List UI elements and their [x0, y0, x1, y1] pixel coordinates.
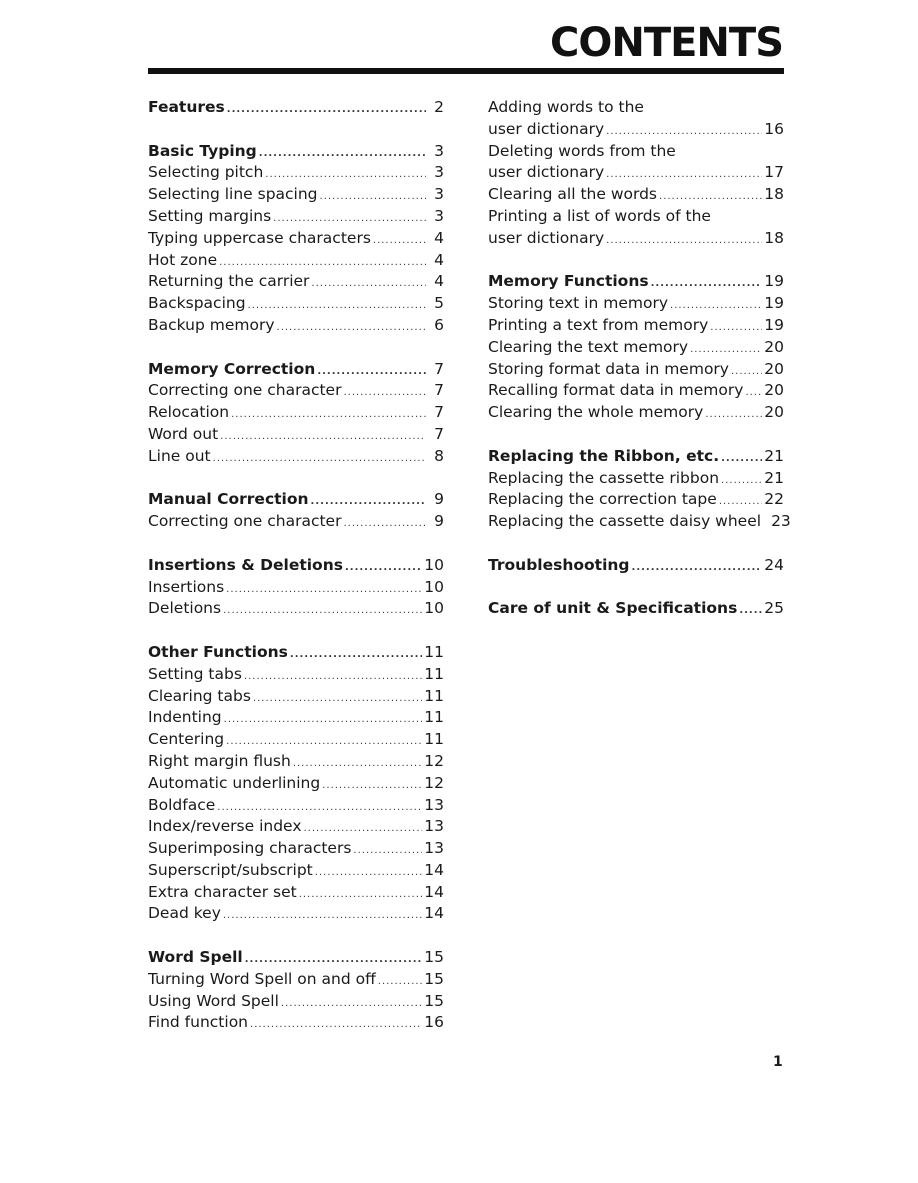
toc-section-heading — [148, 97, 444, 119]
toc-entry — [148, 686, 444, 708]
section-gap — [488, 424, 784, 446]
toc-entry-label: Manual Correction — [148, 490, 309, 509]
toc-entry-label: Indenting — [148, 708, 222, 727]
dot-leader — [226, 579, 422, 601]
dot-leader — [250, 1014, 422, 1036]
dot-leader — [253, 688, 422, 710]
dot-leader — [231, 404, 426, 426]
toc-entry-label: Clearing the text memory — [488, 337, 689, 356]
toc-entry-label: Superimposing characters — [148, 839, 352, 858]
toc-entry-label: Dead key — [148, 904, 221, 923]
toc-entry — [488, 228, 784, 250]
dot-leader — [739, 600, 762, 622]
toc-entry-page: 19 — [764, 315, 784, 334]
toc-entry-page: 18 — [764, 228, 784, 247]
toc-section-heading — [148, 489, 444, 511]
toc-entry-page: 16 — [424, 1013, 444, 1032]
dot-leader — [299, 884, 423, 906]
dot-leader — [273, 208, 426, 230]
toc-entry-label: user dictionary — [488, 228, 605, 247]
toc-entry-page: 14 — [424, 882, 444, 901]
toc-entry-label: Find function — [148, 1013, 249, 1032]
toc-entry-label: Automatic underlining — [148, 773, 321, 792]
toc-entry — [148, 882, 444, 904]
contents-left-column — [148, 97, 444, 1034]
dot-leader — [745, 382, 762, 404]
toc-entry-label: Correcting one character — [148, 381, 342, 400]
toc-entry-page: 21 — [764, 446, 784, 465]
toc-entry-page: 3 — [434, 185, 444, 204]
section-gap — [488, 577, 784, 599]
dot-leader — [378, 971, 423, 993]
dot-leader — [227, 99, 426, 121]
toc-entry-page: 4 — [434, 272, 444, 291]
toc-entry-page: 17 — [764, 163, 784, 182]
toc-entry-label: Replacing the Ribbon, etc. — [488, 446, 720, 465]
toc-entry-page: 14 — [424, 860, 444, 879]
toc-entry-page: 3 — [434, 141, 444, 160]
dot-leader — [721, 470, 762, 492]
toc-entry — [488, 359, 784, 381]
toc-entry — [148, 424, 444, 446]
toc-entry — [488, 162, 784, 184]
dot-leader — [606, 121, 762, 143]
toc-entry — [148, 598, 444, 620]
toc-entry — [488, 315, 784, 337]
toc-entry-label: Replacing the cassette daisy wheel — [488, 512, 762, 531]
toc-entry-page: 11 — [424, 708, 444, 727]
toc-entry-label: Using Word Spell — [148, 991, 279, 1010]
toc-entry-label: Returning the carrier — [148, 272, 310, 291]
toc-section-heading — [148, 555, 444, 577]
toc-entry — [148, 773, 444, 795]
dot-leader — [245, 949, 423, 971]
dot-leader — [224, 709, 423, 731]
toc-entry — [148, 402, 444, 424]
toc-entry — [148, 250, 444, 272]
title-rule — [148, 68, 784, 74]
toc-entry-page: 12 — [424, 773, 444, 792]
toc-entry-label: Setting margins — [148, 206, 272, 225]
dot-leader — [606, 164, 762, 186]
toc-entry-page: 7 — [434, 424, 444, 443]
toc-entry — [488, 293, 784, 315]
toc-entry-page: 20 — [764, 337, 784, 356]
dot-leader — [265, 164, 426, 186]
dot-leader — [320, 186, 426, 208]
toc-entry-label: Correcting one character — [148, 512, 342, 531]
toc-entry-label: Backspacing — [148, 294, 246, 313]
toc-entry-label: Basic Typing — [148, 141, 257, 160]
dot-leader — [659, 186, 762, 208]
dot-leader — [690, 339, 762, 361]
toc-entry-page: 11 — [424, 664, 444, 683]
dot-leader — [632, 557, 763, 579]
toc-entry — [148, 1012, 444, 1034]
toc-entry-page: 14 — [424, 904, 444, 923]
dot-leader — [651, 273, 763, 295]
toc-entry-page: 20 — [764, 403, 784, 422]
toc-entry-label: Centering — [148, 730, 225, 749]
toc-section-heading — [148, 141, 444, 163]
toc-entry — [148, 664, 444, 686]
toc-entry — [148, 991, 444, 1013]
toc-entry-label: Memory Functions — [488, 272, 649, 291]
toc-entry-page: 7 — [434, 403, 444, 422]
toc-entry-label: Turning Word Spell on and off — [148, 969, 376, 988]
toc-entry — [148, 380, 444, 402]
toc-entry-page: 19 — [764, 272, 784, 291]
toc-entry — [148, 816, 444, 838]
dot-leader — [317, 361, 426, 383]
toc-entry-page: 13 — [424, 839, 444, 858]
toc-entry-page: 5 — [434, 294, 444, 313]
dot-leader — [343, 382, 426, 404]
toc-entry-page: 11 — [424, 730, 444, 749]
section-gap — [488, 533, 784, 555]
toc-entry — [148, 228, 444, 250]
dot-leader — [304, 818, 423, 840]
dot-leader — [606, 230, 762, 252]
toc-entry-label: Word out — [148, 424, 219, 443]
toc-entry-label: Other Functions — [148, 642, 288, 661]
toc-entry-page: 3 — [434, 206, 444, 225]
dot-leader — [219, 252, 426, 274]
toc-entry-page: 15 — [424, 969, 444, 988]
toc-entry-label: user dictionary — [488, 163, 605, 182]
toc-entry — [148, 293, 444, 315]
toc-entry-page: 10 — [424, 599, 444, 618]
toc-entry-page: 13 — [424, 795, 444, 814]
toc-entry-label: Line out — [148, 446, 211, 465]
dot-leader — [244, 666, 422, 688]
toc-entry-label: Deletions — [148, 599, 222, 618]
toc-entry — [148, 707, 444, 729]
toc-entry-page: 22 — [764, 490, 784, 509]
dot-leader — [353, 840, 422, 862]
toc-entry-label: Clearing the whole memory — [488, 403, 704, 422]
dot-leader — [373, 230, 426, 252]
section-gap — [148, 468, 444, 490]
toc-entry-page: 9 — [434, 512, 444, 531]
toc-entry-label: Replacing the cassette ribbon — [488, 468, 720, 487]
dot-leader — [223, 600, 422, 622]
toc-entry-label: Troubleshooting — [488, 555, 630, 574]
toc-entry — [488, 141, 784, 163]
section-gap — [148, 533, 444, 555]
toc-entry-label: Clearing all the words — [488, 185, 658, 204]
dot-leader — [290, 644, 422, 666]
toc-section-heading — [488, 446, 784, 468]
toc-entry-page: 8 — [434, 446, 444, 465]
toc-entry-page: 19 — [764, 294, 784, 313]
toc-entry-page: 10 — [424, 577, 444, 596]
toc-entry-label: Insertions & Deletions — [148, 555, 343, 574]
toc-entry — [488, 337, 784, 359]
toc-entry-label: Storing format data in memory — [488, 359, 729, 378]
toc-entry-label: Features — [148, 98, 225, 116]
dot-leader — [311, 273, 426, 295]
dot-leader — [226, 731, 422, 753]
toc-entry — [148, 577, 444, 599]
toc-entry-label: Right margin flush — [148, 751, 291, 770]
dot-leader — [315, 862, 423, 884]
toc-entry — [148, 184, 444, 206]
toc-entry-page: 15 — [424, 991, 444, 1010]
toc-entry-label: Selecting line spacing — [148, 185, 318, 204]
toc-entry — [488, 468, 784, 490]
page-title: CONTENTS — [549, 20, 783, 66]
page-number: 1 — [773, 1054, 783, 1070]
toc-entry-page: 6 — [434, 315, 444, 334]
toc-entry-label: Selecting pitch — [148, 163, 264, 182]
dot-leader — [277, 317, 426, 339]
dot-leader — [293, 753, 422, 775]
toc-entry — [488, 206, 784, 228]
dot-leader — [343, 513, 426, 535]
toc-entry-label: Deleting words from the — [488, 141, 676, 160]
dot-leader — [223, 905, 422, 927]
toc-entry — [148, 751, 444, 773]
toc-entry-label: Printing a list of words of the — [488, 206, 711, 225]
dot-leader — [710, 317, 762, 339]
toc-entry-label: Replacing the correction tape — [488, 490, 717, 509]
section-gap — [148, 337, 444, 359]
dot-leader — [259, 143, 426, 165]
toc-entry — [488, 380, 784, 402]
toc-entry-page: 20 — [764, 359, 784, 378]
contents-right-column — [488, 97, 791, 620]
toc-entry-label: Recalling format data in memory — [488, 381, 744, 400]
toc-entry — [148, 511, 444, 533]
toc-entry-label: Index/reverse index — [148, 817, 302, 836]
toc-entry-label: Insertions — [148, 577, 225, 596]
toc-entry-page: 11 — [424, 642, 444, 661]
toc-entry — [148, 206, 444, 228]
section-gap — [148, 620, 444, 642]
toc-entry — [148, 903, 444, 925]
toc-entry-label: Storing text in memory — [488, 294, 669, 313]
dot-leader — [281, 993, 422, 1015]
toc-entry-page: 9 — [434, 490, 444, 509]
toc-entry — [488, 402, 784, 424]
toc-section-heading — [488, 271, 784, 293]
toc-entry-page: 24 — [764, 555, 784, 574]
dot-leader — [213, 448, 426, 470]
toc-entry — [148, 315, 444, 337]
toc-entry — [148, 860, 444, 882]
toc-entry-page: 10 — [424, 555, 444, 574]
toc-entry-label: Clearing tabs — [148, 686, 251, 705]
toc-entry-page: 20 — [764, 381, 784, 400]
toc-entry — [148, 795, 444, 817]
dot-leader — [705, 404, 762, 426]
toc-entry-page: 21 — [764, 468, 784, 487]
dot-leader — [670, 295, 762, 317]
toc-entry — [488, 184, 784, 206]
toc-entry-label: Extra character set — [148, 882, 297, 901]
dot-leader — [311, 491, 426, 513]
toc-section-heading — [148, 359, 444, 381]
toc-section-heading — [488, 598, 784, 620]
toc-entry-page: 23 — [771, 512, 791, 531]
toc-entry — [148, 729, 444, 751]
toc-entry — [148, 969, 444, 991]
toc-entry-page: 4 — [434, 250, 444, 269]
toc-entry-label: Superscript/subscript — [148, 860, 313, 879]
dot-leader — [322, 775, 422, 797]
toc-entry-page: 15 — [424, 948, 444, 967]
dot-leader — [220, 426, 426, 448]
toc-entry — [488, 97, 784, 119]
toc-entry-label: Backup memory — [148, 315, 275, 334]
toc-entry — [148, 838, 444, 860]
dot-leader — [248, 295, 426, 317]
toc-entry-page: 12 — [424, 751, 444, 770]
toc-entry-label: Hot zone — [148, 250, 218, 269]
toc-entry — [148, 446, 444, 468]
dot-leader — [345, 557, 422, 579]
dot-leader — [719, 491, 762, 513]
toc-entry-page: 7 — [434, 359, 444, 378]
toc-entry-page: 3 — [434, 163, 444, 182]
toc-entry-label: Word Spell — [148, 948, 243, 967]
toc-entry-label: Care of unit & Specifications — [488, 599, 738, 618]
section-gap — [488, 250, 784, 272]
dot-leader — [721, 448, 762, 470]
toc-entry — [488, 489, 784, 511]
toc-entry-page: 4 — [434, 228, 444, 247]
dot-leader — [731, 361, 762, 383]
section-gap — [148, 925, 444, 947]
toc-section-heading — [148, 947, 444, 969]
dot-leader — [217, 797, 422, 819]
toc-entry-page: 25 — [764, 599, 784, 618]
toc-entry — [488, 511, 791, 533]
section-gap — [148, 119, 444, 141]
toc-entry — [148, 271, 444, 293]
toc-entry-label: Adding words to the — [488, 98, 644, 116]
toc-entry-page: 18 — [764, 185, 784, 204]
toc-section-heading — [148, 642, 444, 664]
toc-entry-label: Relocation — [148, 403, 230, 422]
toc-entry-label: Memory Correction — [148, 359, 316, 378]
toc-entry-page: 13 — [424, 817, 444, 836]
toc-entry-page: 16 — [764, 119, 784, 138]
toc-entry — [148, 162, 444, 184]
toc-entry-label: user dictionary — [488, 119, 605, 138]
toc-entry-label: Typing uppercase characters — [148, 228, 371, 247]
toc-entry — [488, 119, 784, 141]
toc-entry-page: 11 — [424, 686, 444, 705]
toc-entry-label: Printing a text from memory — [488, 315, 709, 334]
toc-entry-label: Setting tabs — [148, 664, 242, 683]
toc-entry-page: 7 — [434, 381, 444, 400]
toc-entry-page: 2 — [434, 98, 444, 116]
toc-entry-label: Boldface — [148, 795, 216, 814]
toc-section-heading — [488, 555, 784, 577]
